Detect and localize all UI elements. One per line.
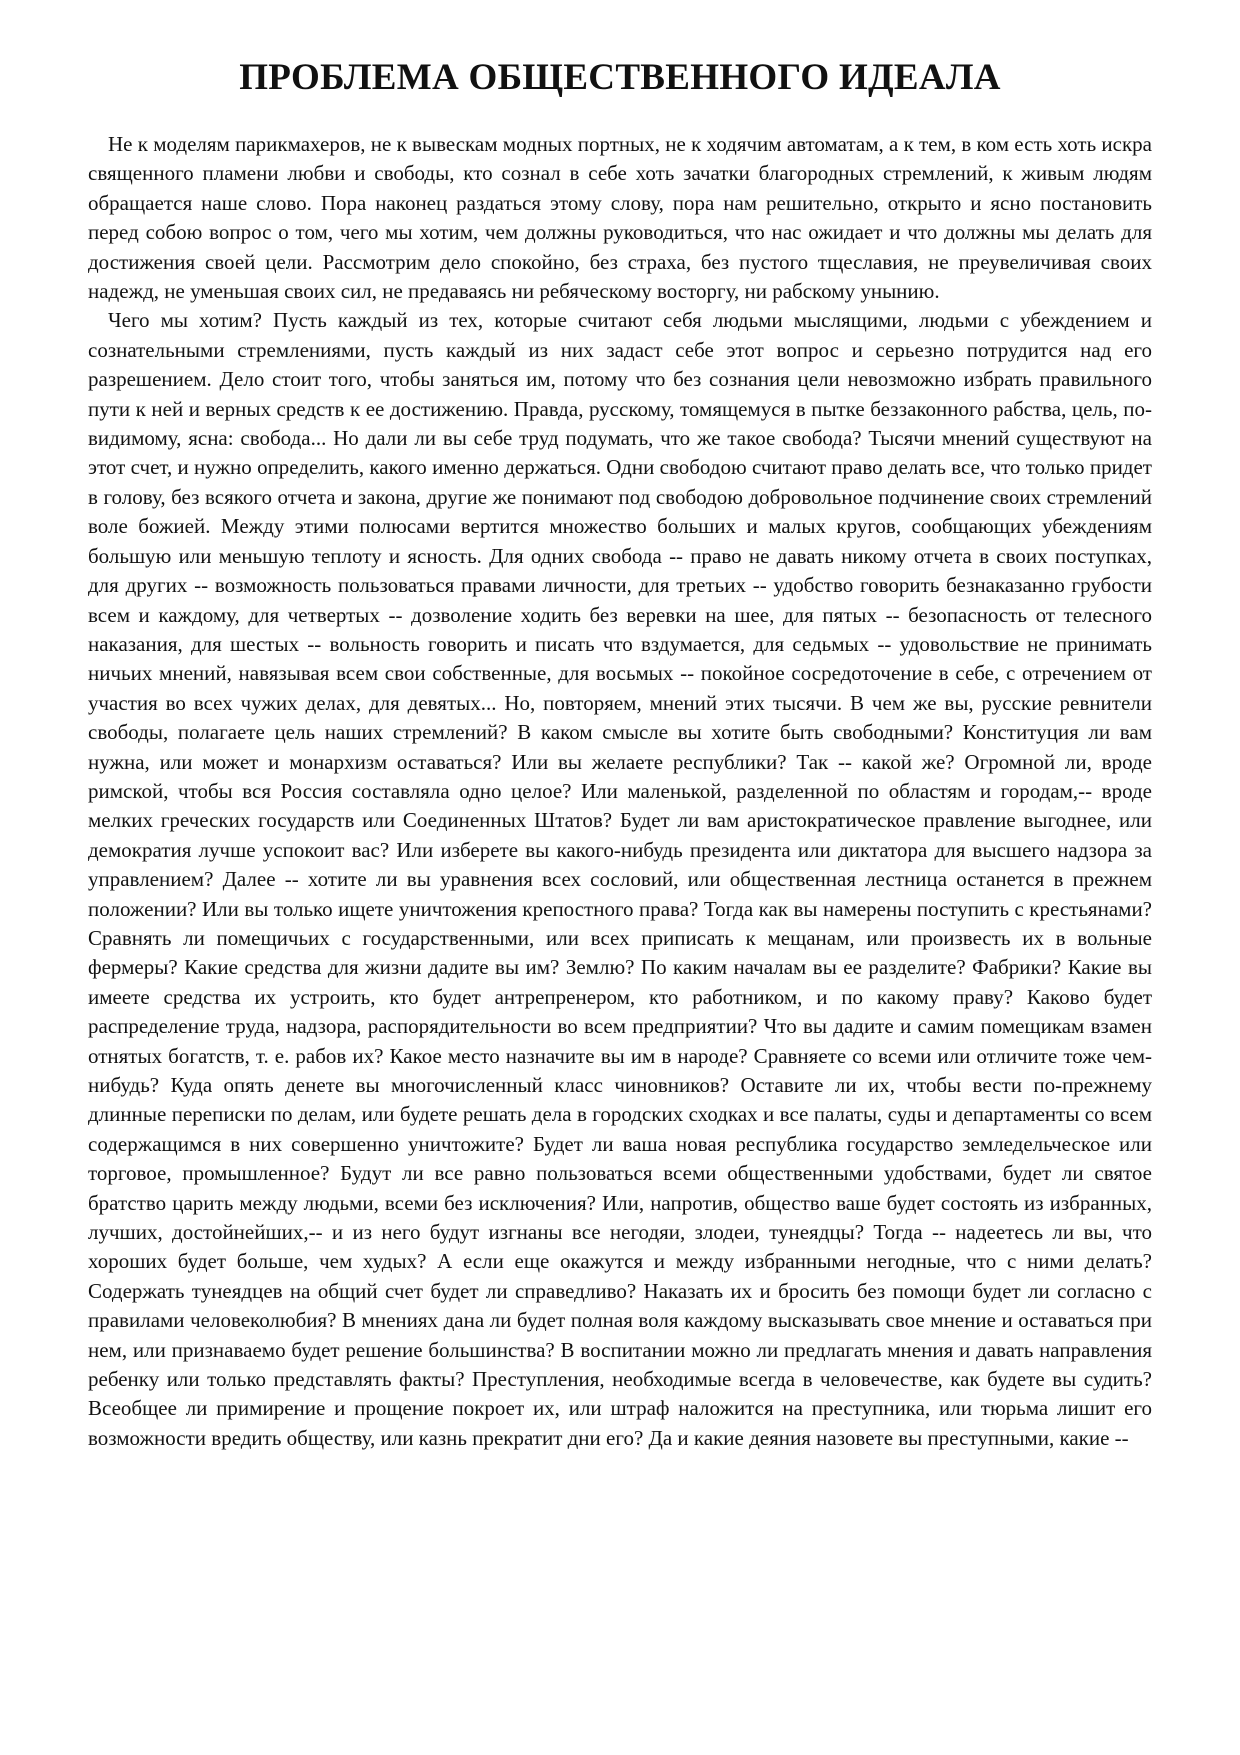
document-title: ПРОБЛЕМА ОБЩЕСТВЕННОГО ИДЕАЛА <box>239 57 1001 98</box>
paragraph-2: Чего мы хотим? Пусть каждый из тех, которые считают себя людьми мыслящими, людьми с убеждением и сознательными стремлениями, пусть каждый из них задаст себе этот вопрос и серьезно потрудится над его разрешением. Дело стоит того, чтобы заняться им, потому что без сознания цели невозможно избрать правильного пути к ней и верных средств к ее достижению. Правда, русскому, томящемуся в пытке беззаконного рабства, цель, по-видимому, ясна: свобода... Но дали ли вы себе труд подумать, что же такое свобода? Тысячи мнений существуют на этот счет, и нужно определить, какого именно держаться. Одни свободою считают право делать все, что только придет в голову, без всякого отчета и закона, другие же понимают под свободою добровольное подчинение своих стремлений воле божией. Между этими полюсами вертится множество больших и малых кругов, сообщающих убеждениям большую или меньшую теплоту и ясность. Для одних свобода -- право не давать никому отчета в своих поступках, для других -- возможность пользоваться правами личности, для третьих -- удобство говорить безнаказанно грубости всем и каждому, для четвертых -- дозволение ходить без веревки на шее, для пятых -- безопасность от телесного наказания, для шестых -- вольность говорить и писать что вздумается, для седьмых -- удовольствие не принимать ничьих мнений, навязывая всем свои собственные, для восьмых -- покойное сосредоточение в себе, с отречением от участия во всех чужих делах, для девятых... Но, повторяем, мнений этих тысячи. В чем же вы, русские ревнители свободы, полагаете цель наших стремлений? В каком смысле вы хотите быть свободными? Конституция ли вам нужна, или может и монархизм оставаться? Или вы желаете республики? Так -- какой же? Огромной ли, вроде римской, чтобы вся Россия составляла одно целое? Или маленькой, разделенной по областям и городам,-- вроде мелких греческих государств или Соединенных Штатов? Будет ли вам аристократическое правление выгоднее, или демократия лучше успокоит вас? Или изберете вы какого-нибудь президента или диктатора для высшего надзора за управлением? Далее -- хотите ли вы уравнения всех сословий, или общественная лестница останется в прежнем положении? Или вы только ищете уничтожения крепостного права? Тогда как вы намерены поступить с крестьянами? Сравнять ли помещичьих с государственными, или всех приписать к мещанам, или произвесть их в вольные фермеры? Какие средства для жизни дадите вы им? Землю? По каким началам вы ее разделите? Фабрики? Какие вы имеете средства их устроить, кто будет антрепренером, кто работником, и по какому праву? Каково будет распределение труда, надзора, распорядительности во всем предприятии? Что вы дадите и самим помещикам взамен отнятых богатств, т. е. рабов их? Какое место назначите вы им в народе? Сравняете со всеми или отличите тоже чем-нибудь? Куда опять денете вы многочисленный класс чиновников? Оставите ли их, чтобы вести по-прежнему длинные переписки по делам, или будете решать дела в городских сходках и все палаты, суды и департаменты со всем содержащимся в них совершенно уничтожите? Будет ли ваша новая республика государство земледельческое или торговое, промышленное? Будут ли все равно пользоваться всеми общественными удобствами, будет ли святое братство царить между людьми, всеми без исключения? Или, напротив, общество ваше будет состоять из избранных, лучших, достойнейших,-- и из него будут изгнаны все негодяи, злодеи, тунеядцы? Тогда -- надеетесь ли вы, что хороших будет больше, чем худых? А если еще окажутся и между избранными негодные, что с ними делать? Содержать тунеядцев на общий счет будет ли справедливо? Наказать их и бросить без помощи будет ли согласно с правилами человеколюбия? В мнениях дана ли будет полная воля каждому высказывать свое мнение и оставаться при нем, или признаваемо будет решение большинства? В воспитании можно ли предлагать мнения и давать направления ребенку или только представлять факты? Преступления, необходимые всегда в человечестве, как будете вы судить? Всеобщее ли примирение и прощение покроет их, или штраф наложится на преступника, или тюрьма лишит его возможности вредить обществу, или казнь прекратит дни его? Да и какие деяния назовете вы преступными, какие -- <box>88 308 1152 1450</box>
paragraph-1: Не к моделям парикмахеров, не к вывескам модных портных, не к ходячим автоматам, а к тем, в ком есть хоть искра священного пламени любви и свободы, кто сознал в себе хоть зачатки благородных стремлений, к живым людям обращается наше слово. Пора наконец раздаться этому слову, пора нам решительно, открыто и ясно постановить перед собою вопрос о том, чего мы хотим, чем должны руководиться, что нас ожидает и что должны мы делать для достижения своей цели. Рассмотрим дело спокойно, без страха, без пустого тщеславия, не преувеличивая своих надежд, не уменьшая своих сил, не предаваясь ни ребяческому восторгу, ни рабскому унынию. <box>88 132 1152 304</box>
